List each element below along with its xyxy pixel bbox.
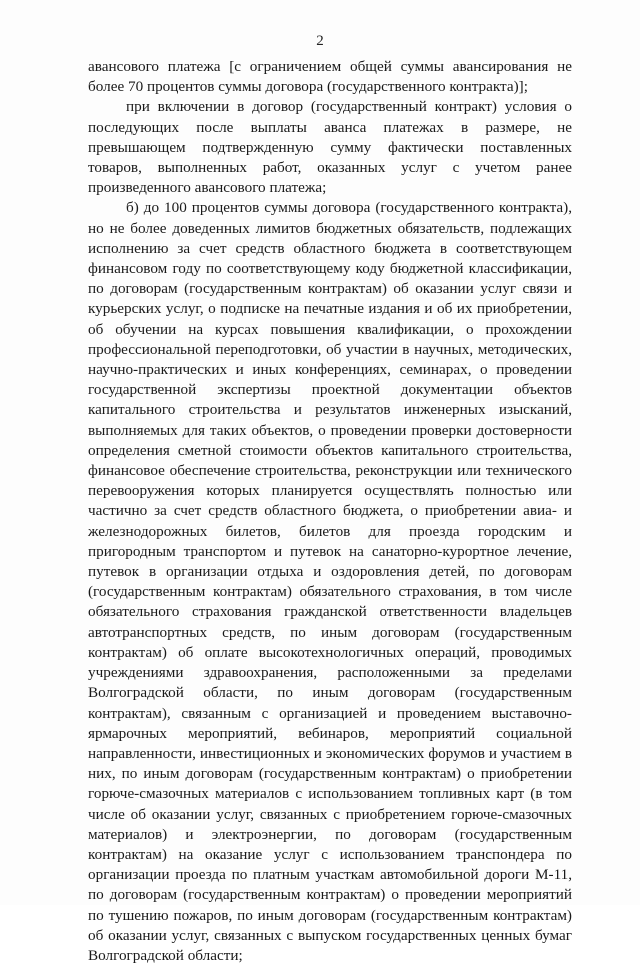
paragraph-item-b: б) до 100 процентов суммы договора (государственного контракта), но не более доведенных лимитов бюджетных обязательств, подлежащих исполнению за счет средств областного бюджета в соответствующем финансовом году по соответствующему коду бюджетной классификации, по договорам (государственным контрактам) об оказании услуг связи и курьерских услуг, о подписке на печатные издания и об их приобретении, об обучении на курсах повышения квалификации, о прохождении профессиональной переподготовки, об участии в научных, методических, научно-практических и иных конференциях, семинарах, о проведении государственной экспертизы проектной документации объектов капитального строительства и результатов инженерных изысканий, выполняемых для таких объектов, о проведении проверки достоверности определения сметной стоимости объектов капитального строительства, финансовое обеспечение строительства, реконструкции или технического перевооружения которых планируется осуществлять полностью или частично за счет средств областного бюджета, о приобретении авиа- и железнодорожных билетов, билетов для проезда городским и пригородным транспортом и путевок на санаторно-курортное лечение, путевок в организации отдыха и оздоровления детей, по договорам (государственным контрактам) обязательного страхования, в том числе обязательного страхования гражданской ответственности владельцев автотранспортных средств, по иным договорам (государственным контрактам) об оплате высокотехнологичных операций, проводимых учреждениями здравоохранения, расположенными за пределами Волгоградской области, по иным договорам (государственным контрактам), связанным с организацией и проведением выставочно-ярмарочных мероприятий, вебинаров, мероприятий социальной направленности, инвестиционных и экономических форумов и участием в них, по иным договорам (государственным контрактам) о приобретении горюче-смазочных материалов с использованием топливных карт (в том числе об оказании услуг, связанных с приобретением горюче-смазочных материалов) и электроэнергии, по договорам (государственным контрактам) на оказание услуг с использованием транспондера по организации проезда по платным участкам автомобильной дороги М-11, по договорам (государственным контрактам) о проведении мероприятий по тушению пожаров, по иным договорам (государственным контрактам) об оказании услуг, связанных с выпуском государственных ценных бумаг Волгоградской области; xyxy=(88,199,572,964)
paragraph-advance-payments: при включении в договор (государственный контракт) условия о последующих после выплаты аванса платежах в размере, не превышающем подтвержденную сумму фактически поставленных товаров, выполненных работ, оказанных услуг с учетом ранее произведенного авансового платежа; xyxy=(88,98,572,197)
page-number: 2 xyxy=(316,33,324,49)
paragraph-continuation: авансового платежа [с ограничением общей суммы авансирования не более 70 процентов суммы договора (государственного контракта)]; xyxy=(88,58,572,96)
document-body xyxy=(88,57,572,966)
